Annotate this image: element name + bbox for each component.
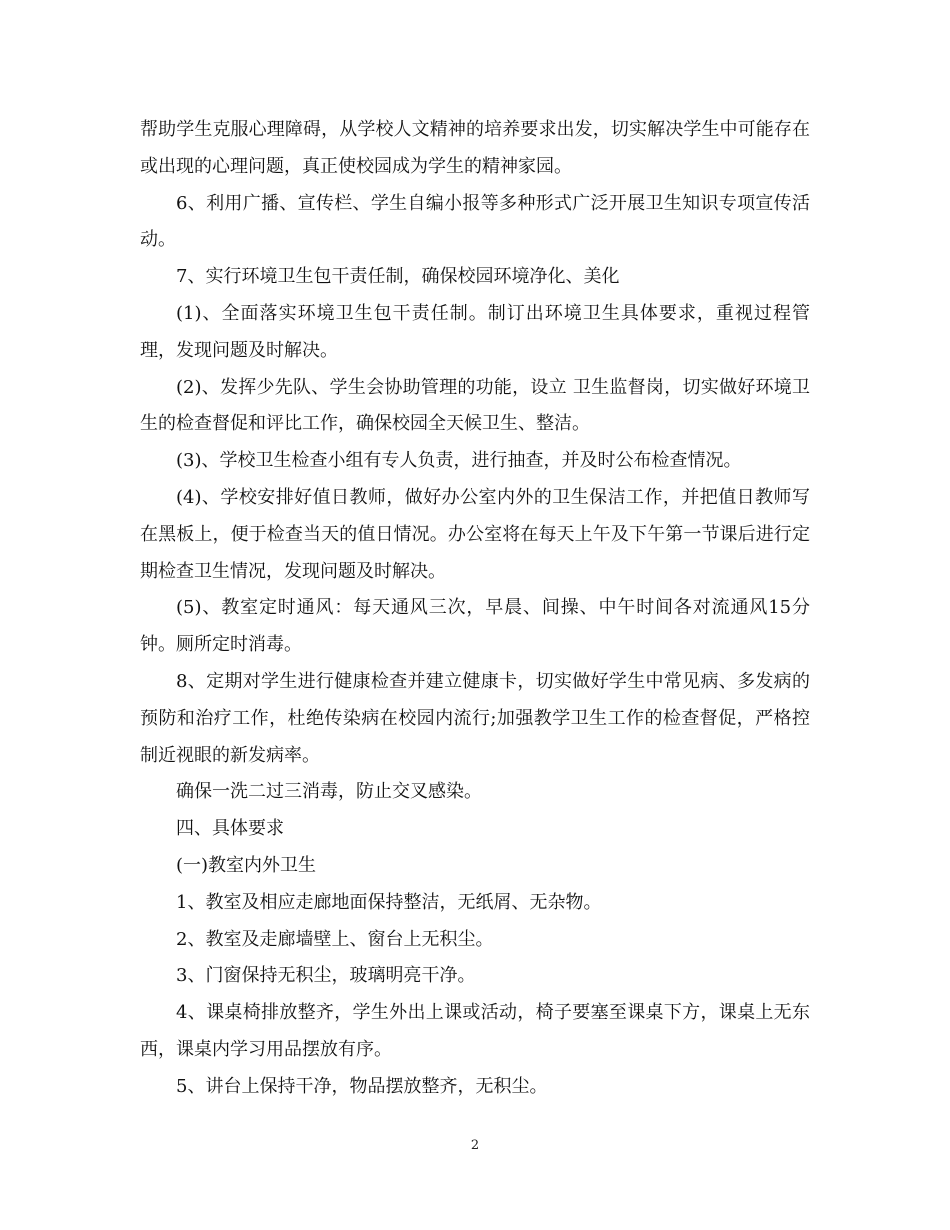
paragraph-14: 2、教室及走廊墙壁上、窗台上无积尘。 (176, 928, 494, 950)
paragraph-2: 6、利用广播、宣传栏、学生自编小报等多种形式广泛开展卫生知识专项宣传活动。 (140, 192, 810, 251)
subsection-heading: (一)教室内外卫生 (176, 854, 317, 876)
page-number: 2 (470, 1138, 480, 1153)
paragraph-17: 5、讲台上保持干净，物品摆放整齐，无积尘。 (176, 1075, 548, 1097)
paragraph-6: (3)、学校卫生检查小组有专人负责，进行抽查，并及时公布检查情况。 (176, 450, 742, 472)
paragraph-3: 7、实行环境卫生包干责任制，确保校园环境净化、美化 (176, 266, 620, 288)
paragraph-5: (2)、发挥少先队、学生会协助管理的功能，设立 卫生监督岗，切实做好环境卫生的检查督促和评比工作，确保校园全天候卫生、整洁。 (140, 376, 810, 435)
section-heading: 四、具体要求 (176, 818, 284, 840)
paragraph-9: 8、定期对学生进行健康检查并建立健康卡，切实做好学生中常见病、多发病的预防和治疗工作，杜绝传染病在校园内流行;加强教学卫生工作的检查督促，严格控制近视眼的新发病率。 (140, 670, 810, 766)
paragraph-7: (4)、学校安排好值日教师，做好办公室内外的卫生保洁工作，并把值日教师写在黑板上，便于检查当天的值日情况。办公室将在每天上午及下午第一节课后进行定期检查卫生情况，发现问题及时解决。 (140, 486, 810, 582)
paragraph-15: 3、门窗保持无积尘，玻璃明亮干净。 (176, 965, 476, 987)
paragraph-16: 4、课桌椅排放整齐，学生外出上课或活动，椅子要塞至课桌下方，课桌上无东西，课桌内学习用品摆放有序。 (140, 1002, 810, 1060)
paragraph-8: (5)、教室定时通风：每天通风三次，早晨、间操、中午时间各对流通风15分钟。厕所定时消毒。 (140, 597, 810, 656)
paragraph-4: (1)、全面落实环境卫生包干责任制。制订出环境卫生具体要求，重视过程管理，发现问题及时解决。 (140, 302, 810, 361)
document-body (140, 112, 810, 1106)
paragraph-1: 帮助学生克服心理障碍，从学校人文精神的培养要求出发，切实解决学生中可能存在或出现的心理问题，真正使校园成为学生的精神家园。 (140, 119, 810, 177)
paragraph-13: 1、教室及相应走廊地面保持整洁，无纸屑、无杂物。 (176, 891, 602, 913)
paragraph-10: 确保一洗二过三消毒，防止交叉感染。 (176, 781, 482, 803)
